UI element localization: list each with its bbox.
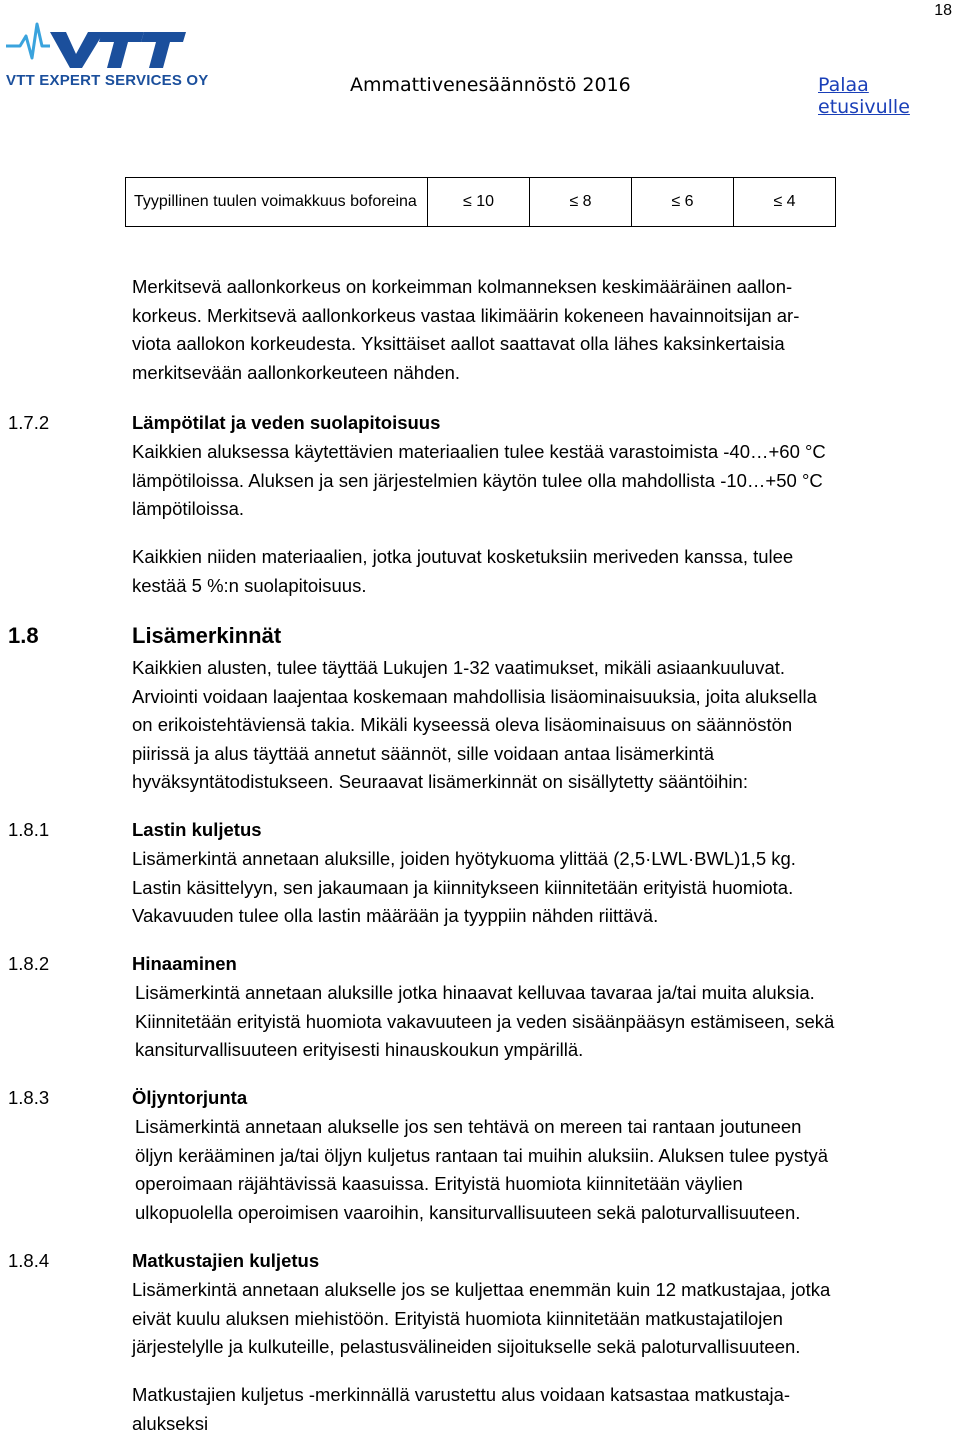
text-line: eivät kuulu aluksen miehistöön. Erityistä huomiota kiinnitetään matkustajatilojen: [132, 1307, 783, 1329]
text-line: Kaikkien alusten, tulee täyttää Lukujen 1-32 vaatimukset, mikäli asiaankuuluvat.: [132, 657, 786, 678]
text-line: ulkopuolella operoimisen vaaroihin, kansiturvallisuuteen sekä paloturvallisuuteen.: [135, 1201, 801, 1223]
table-value-cell: ≤ 6: [632, 178, 734, 227]
table-value-cell: ≤ 4: [734, 178, 836, 227]
section-number: 1.8.2: [8, 953, 50, 974]
vtt-logo-icon: [6, 16, 190, 74]
section-number: 1.8.4: [8, 1250, 50, 1271]
section-number: 1.8.3: [8, 1087, 50, 1108]
page-number: 18: [934, 2, 952, 19]
table-value-cell: ≤ 8: [530, 178, 632, 227]
text-line: Kiinnitetään erityistä huomiota vakavuuteen ja veden sisäänpääsyn estämiseen, sekä: [135, 1010, 835, 1032]
wind-strength-table: [125, 177, 836, 227]
back-to-home-link[interactable]: Palaa etusivulle: [818, 74, 910, 118]
text-line: korkeus. Merkitsevä aallonkorkeus vastaa likimäärin kokeneen havainnoitsijan ar-: [132, 304, 800, 326]
document-title: Ammattivenesäännöstö 2016: [350, 74, 631, 96]
text-line: kestää 5 %:n suolapitoisuus.: [132, 574, 367, 596]
text-line: lämpötiloissa.: [132, 498, 245, 520]
section-heading: Öljyntorjunta: [132, 1087, 248, 1108]
text-line: alukseksi: [132, 1412, 209, 1434]
section-paragraph: [132, 438, 947, 524]
vtt-logo: [6, 16, 209, 96]
intro-paragraph: [132, 273, 947, 387]
text-line: Matkustajien kuljetus -merkinnällä varustettu alus voidaan katsastaa matkustaja-: [132, 1384, 791, 1405]
text-line: Merkitsevä aallonkorkeus on korkeimman kolmanneksen keskimääräinen aallon-: [132, 276, 793, 297]
table-value-cell: ≤ 10: [428, 178, 530, 227]
text-line: kansiturvallisuuteen erityisesti hinauskoukun ympärillä.: [135, 1039, 584, 1061]
section-paragraph: [132, 1381, 947, 1438]
text-line: öljyn kerääminen ja/tai öljyn kuljetus rantaan tai muihin aluksiin. Aluksen tulee pystyä: [135, 1144, 829, 1166]
section-paragraph: [132, 654, 947, 797]
logo-subtitle: VTT EXPERT SERVICES OY: [6, 72, 209, 89]
text-line: on erikoistehtäviensä takia. Mikäli kyseessä oleva lisäominaisuus on säännöstön: [132, 714, 793, 736]
section-number: 1.7.2: [8, 412, 50, 433]
text-line: piirissä ja alus täyttää annetut säännöt, sille voidaan antaa lisämerkintä: [132, 742, 715, 764]
section-number: 1.8.1: [8, 819, 50, 840]
text-line: Kaikkien aluksessa käytettävien materiaalien tulee kestää varastoimista -40…+60 °C: [132, 441, 826, 462]
section-heading: Hinaaminen: [132, 953, 237, 974]
text-line: hyväksyntätodistukseen. Seuraavat lisämerkinnät on sisällytetty sääntöihin:: [132, 771, 748, 793]
section-heading: Matkustajien kuljetus: [132, 1250, 320, 1271]
text-line: merkitsevään aallonkorkeuteen nähden.: [132, 361, 461, 383]
text-line: järjestelylle ja kulkuteille, pelastusvälineiden sijoitukselle sekä paloturvallisuuteen.: [132, 1336, 801, 1358]
table-row: [126, 178, 836, 227]
section-heading: Lisämerkinnät: [132, 623, 282, 648]
text-line: Lisämerkintä annetaan alukselle jos sen tehtävä on mereen tai rantaan joutuneen: [135, 1116, 802, 1137]
section-paragraph: [135, 979, 950, 1065]
text-line: operoimaan räjähtävissä kaasuissa. Erityistä huomiota kiinnitetään väylien: [135, 1173, 743, 1195]
text-line: Lisämerkintä annetaan alukselle jos se kuljettaa enemmän kuin 12 matkustajaa, jotka: [132, 1279, 831, 1300]
section-heading: Lämpötilat ja veden suolapitoisuus: [132, 412, 441, 433]
text-line: lämpötiloissa. Aluksen ja sen järjestelmien käytön tulee olla mahdollista -10…+50 °C: [132, 469, 823, 491]
text-line: Kaikkien niiden materiaalien, jotka joutuvat kosketuksiin meriveden kanssa, tulee: [132, 546, 794, 567]
section-heading: Lastin kuljetus: [132, 819, 262, 840]
text-line: Lisämerkintä annetaan aluksille, joiden hyötykuoma ylittää (2,5·LWL·BWL)1,5 kg.: [132, 848, 796, 869]
table-label-cell: Tyypillinen tuulen voimakkuus boforeina: [126, 178, 428, 227]
section-paragraph: [132, 845, 947, 931]
text-line: Lastin käsittelyyn, sen jakaumaan ja kiinnitykseen kiinnitetään erityistä huomiota.: [132, 876, 794, 898]
text-line: viota aallokon korkeudesta. Yksittäiset aallot saattavat olla lähes kaksinkertaisia: [132, 333, 785, 355]
section-paragraph: [135, 1113, 950, 1227]
section-paragraph: [132, 1276, 947, 1362]
section-paragraph: [132, 543, 947, 600]
text-line: Arviointi voidaan laajentaa koskemaan mahdollisia lisäominaisuuksia, joita aluksella: [132, 685, 817, 707]
text-line: Lisämerkintä annetaan aluksille jotka hinaavat kelluvaa tavaraa ja/tai muita aluksia.: [135, 982, 815, 1003]
section-number: 1.8: [8, 623, 39, 648]
text-line: Vakavuuden tulee olla lastin määrään ja tyyppiin nähden riittävä.: [132, 905, 659, 927]
